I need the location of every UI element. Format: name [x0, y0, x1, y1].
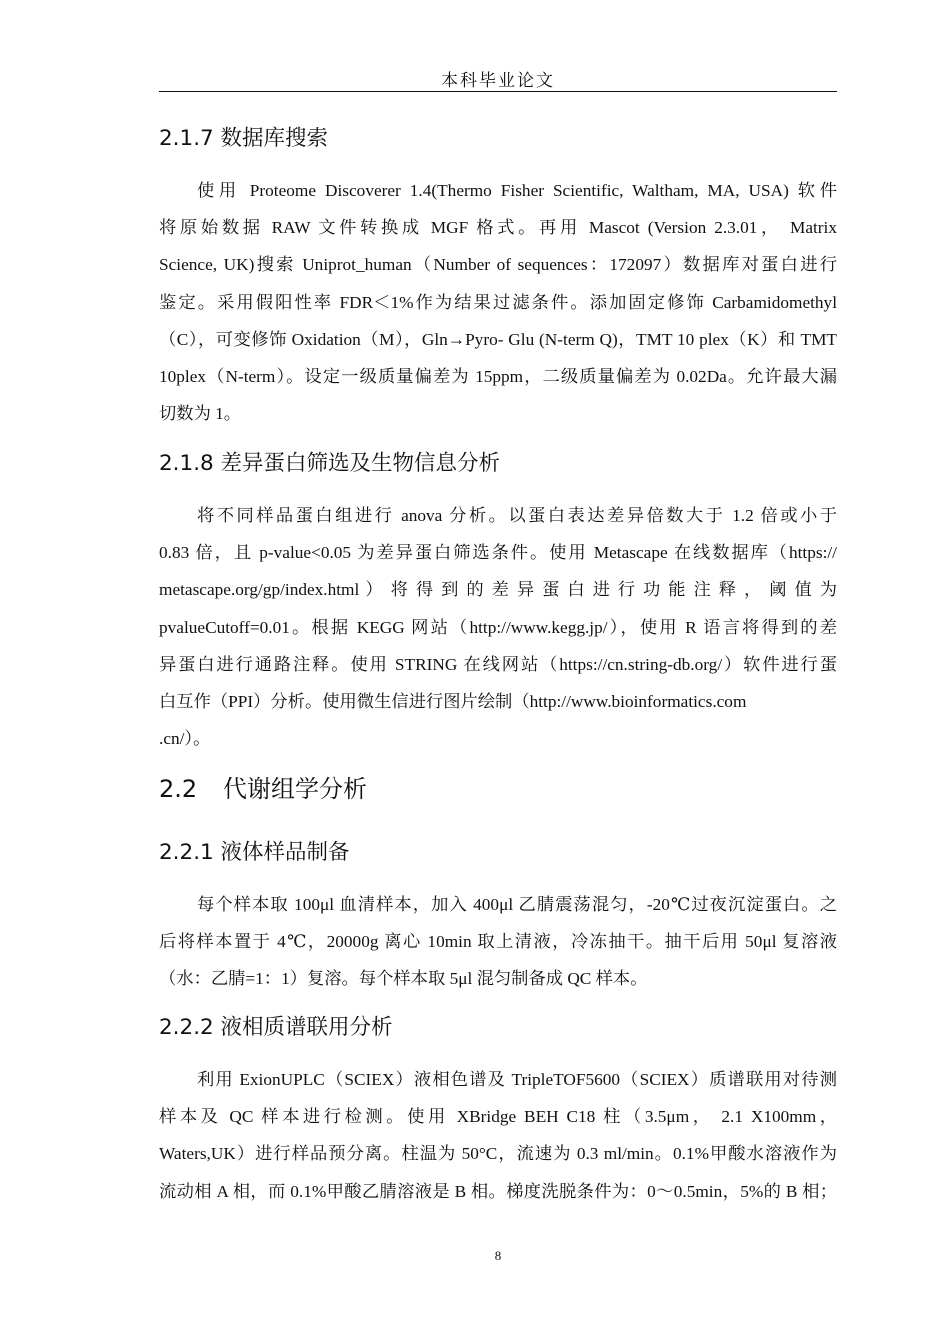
paragraph-line: 流动相 A 相，而 0.1%甲酸乙腈溶液是 B 相。梯度洗脱条件为：0～0.5min，5%的 B 相；	[159, 1181, 837, 1201]
heading-2-2-1: 2.2.1 液体样品制备	[159, 840, 350, 865]
paragraph-line: 0.83 倍，且 p-value<0.05 为差异蛋白筛选条件。使用 Metascape 在线数据库（https://	[159, 543, 837, 563]
paragraph-line: 将不同样品蛋白组进行 anova 分析。以蛋白表达差异倍数大于 1.2 倍或小于	[197, 506, 837, 525]
paragraph-line: 将原始数据 RAW 文件转换成 MGF 格式。再用 Mascot (Version 2.3.01， Matrix	[159, 218, 837, 238]
page-number: 8	[494, 1248, 502, 1263]
paragraph-line: 10plex（N-term）。设定一级质量偏差为 15ppm，二级质量偏差为 0.02Da。允许最大漏	[159, 366, 837, 386]
paragraph-line: 每个样本取 100μl 血清样本，加入 400μl 乙腈震荡混匀，-20℃过夜沉淀蛋白。之	[197, 895, 837, 914]
paragraph-line: metascape.org/gp/index.html ） 将 得 到 的 差 异 蛋 白 进 行 功 能 注 释 ， 阈 值 为	[159, 580, 837, 600]
section-title: 代谢组学分析	[223, 775, 367, 803]
paragraph-line: 样本及 QC 样本进行检测。使用 XBridge BEH C18 柱（3.5μm， 2.1 X100mm，	[159, 1107, 837, 1127]
paragraph-line: 后将样本置于 4℃，20000g 离心 10min 取上清液，冷冻抽干。抽干后用 50μl 复溶液	[159, 932, 837, 952]
section-number: 2.2	[159, 775, 198, 803]
paragraph-line: 使用 Proteome Discoverer 1.4(Thermo Fisher Scientific, Waltham, MA, USA) 软件	[197, 181, 837, 200]
paragraph-2-2-2	[159, 1061, 837, 1210]
paragraph-line: （水：乙腈=1：1）复溶。每个样本取 5μl 混匀制备成 QC 样本。	[159, 969, 648, 989]
paragraph-2-1-7	[159, 172, 837, 432]
paragraph-line: 鉴定。采用假阳性率 FDR＜1%作为结果过滤条件。添加固定修饰 Carbamidomethyl	[159, 292, 837, 312]
paragraph-line: （C），可变修饰 Oxidation（M），Gln→Pyro- Glu (N-term Q)，TMT 10 plex（K）和 TMT	[159, 329, 837, 349]
heading-2-2	[159, 773, 367, 805]
heading-2-1-7: 2.1.7 数据库搜索	[159, 126, 329, 151]
paragraph-line: Science, UK)搜索 Uniprot_human（Number of sequences：172097）数据库对蛋白进行	[159, 255, 837, 275]
paragraph-line: 异蛋白进行通路注释。使用 STRING 在线网站（https://cn.string-db.org/）软件进行蛋	[159, 654, 837, 674]
heading-2-2-2: 2.2.2 液相质谱联用分析	[159, 1015, 393, 1040]
paragraph-line: 白互作（PPI）分析。使用微生信进行图片绘制（http://www.bioinformatics.com	[159, 691, 747, 711]
heading-2-1-8: 2.1.8 差异蛋白筛选及生物信息分析	[159, 451, 501, 476]
paragraph-line: 切数为 1。	[159, 404, 242, 424]
running-header: 本科毕业论文	[441, 71, 555, 90]
paragraph-line: Waters,UK）进行样品预分离。柱温为 50°C，流速为 0.3 ml/min。0.1%甲酸水溶液作为	[159, 1144, 837, 1164]
paragraph-line: 利用 ExionUPLC（SCIEX）液相色谱及 TripleTOF5600（SCIEX）质谱联用对待测	[197, 1070, 837, 1089]
paragraph-line: pvalueCutoff=0.01。根据 KEGG 网站（http://www.kegg.jp/），使用 R 语言将得到的差	[159, 617, 837, 637]
paragraph-2-2-1	[159, 886, 837, 998]
paragraph-2-1-8	[159, 497, 837, 757]
paragraph-line: .cn/）。	[159, 729, 211, 749]
header-divider	[159, 91, 837, 92]
